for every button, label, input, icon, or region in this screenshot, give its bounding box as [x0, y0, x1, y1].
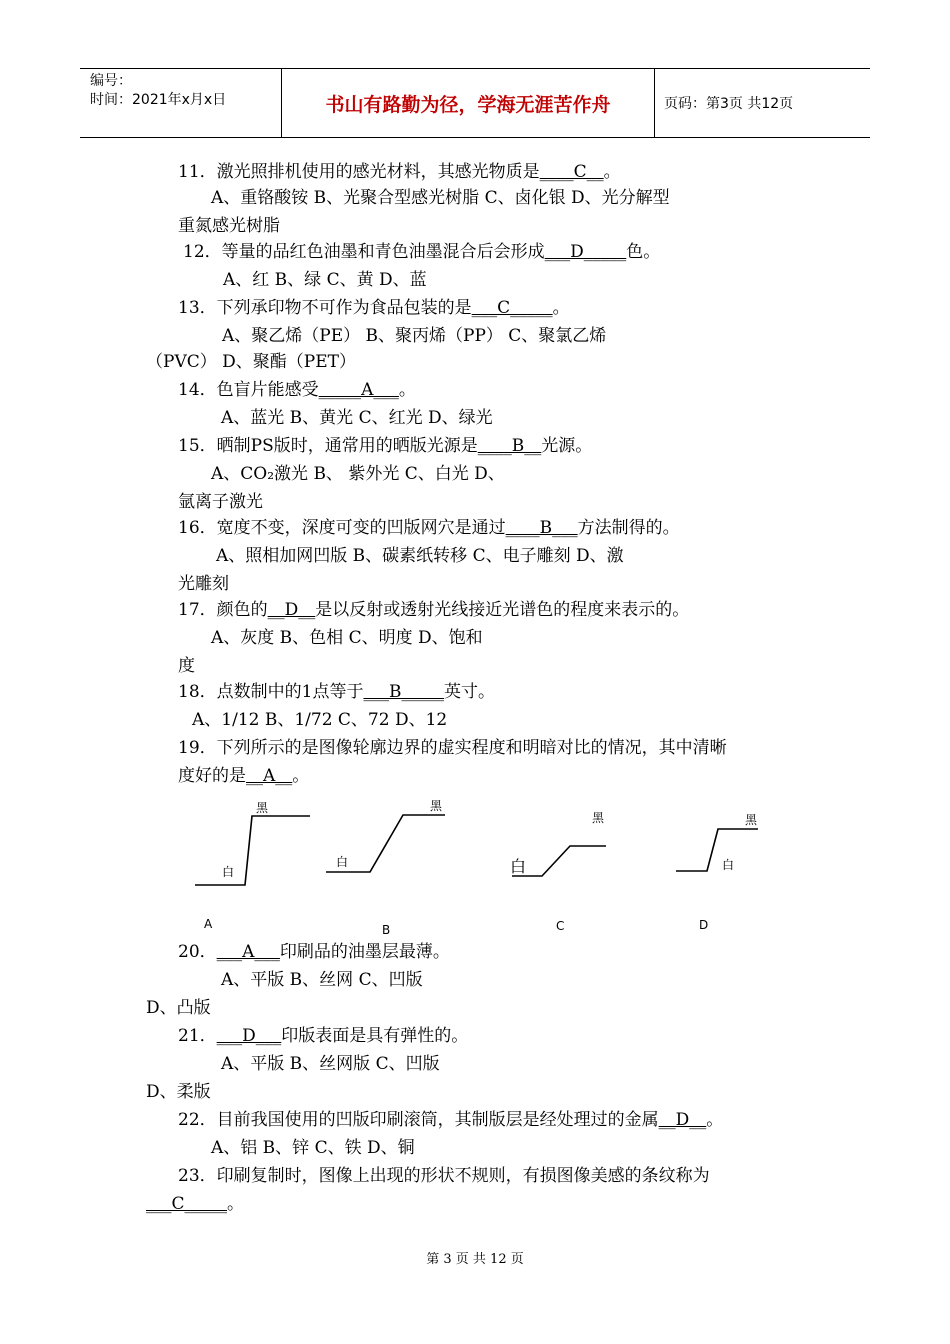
- answer-blank: ___B_____: [363, 682, 444, 702]
- question-line: [178, 1165, 710, 1187]
- question-line: [221, 969, 423, 991]
- white-label-b: 白: [336, 855, 349, 869]
- answer-blank: ____B__: [477, 436, 542, 456]
- line-text-after: 。: [227, 1194, 245, 1214]
- line-text: 23．印刷复制时，图像上出现的形状不规则，有损图像美感的条纹称为: [178, 1166, 710, 1186]
- white-label-a: 白: [222, 865, 235, 879]
- black-label-b: 黑: [430, 799, 443, 813]
- line-text: 22．目前我国使用的凹版印刷滚筒，其制版层是经处理过的金属: [178, 1110, 659, 1130]
- letter-c: C: [556, 919, 565, 933]
- white-label-d: 白: [722, 858, 735, 872]
- curve-a: [195, 816, 310, 885]
- line-text: A、CO₂激光 B、 紫外光 C、白光 D、: [211, 464, 505, 484]
- line-text: D、凸版: [146, 998, 211, 1018]
- line-text: 21．: [178, 1026, 217, 1046]
- letter-d: D: [699, 918, 709, 932]
- line-text: 13．下列承印物不可作为食品包装的是: [178, 298, 472, 318]
- question-line: [221, 1053, 440, 1075]
- answer-blank: __D__: [658, 1110, 707, 1130]
- white-label-c: 白: [510, 857, 527, 876]
- line-text-after: 。: [706, 1110, 724, 1130]
- question-line: [146, 1081, 211, 1103]
- line-text-after: 。: [292, 766, 310, 786]
- line-text: A、1/12 B、1/72 C、72 D、12: [192, 710, 448, 730]
- line-text: A、聚乙烯（PE） B、聚丙烯（PP） C、聚氯乙烯: [222, 326, 607, 346]
- line-text: （PVC） D、聚酯（PET）: [146, 352, 356, 372]
- black-label-a: 黑: [256, 801, 269, 815]
- line-text: 20．: [178, 942, 217, 962]
- line-text: 光雕刻: [178, 574, 229, 594]
- line-text: 14．色盲片能感受: [178, 380, 319, 400]
- answer-blank: ___D___: [216, 1026, 282, 1046]
- line-text: 17．颜色的: [178, 600, 268, 620]
- answer-blank: ____B___: [505, 518, 578, 538]
- line-text: 18．点数制中的1点等于: [178, 682, 364, 702]
- line-text: A、蓝光 B、黄光 C、红光 D、绿光: [221, 408, 493, 428]
- black-label-c: 黑: [592, 811, 605, 825]
- black-label-d: 黑: [745, 813, 758, 827]
- letter-b: B: [382, 923, 391, 937]
- line-text: A、红 B、绿 C、黄 D、蓝: [223, 270, 427, 290]
- line-text-after: 。: [552, 298, 570, 318]
- number-label: 编号：: [90, 73, 132, 89]
- curve-c: [512, 846, 606, 876]
- question-line: [211, 1137, 415, 1159]
- answer-blank: __A__: [246, 766, 293, 786]
- line-text: 12．等量的品红色油墨和青色油墨混合后会形成: [183, 242, 545, 262]
- answer-blank: ___D_____: [544, 242, 627, 262]
- line-text: 15．晒制PS版时，通常用的晒版光源是: [178, 436, 478, 456]
- line-text-after: 印刷品的油墨层最薄。: [279, 942, 450, 962]
- curve-d: [676, 829, 758, 871]
- line-text: 16．宽度不变，深度可变的凹版网穴是通过: [178, 518, 506, 538]
- question-line: [146, 997, 211, 1019]
- line-text: A、铝 B、锌 C、铁 D、铜: [211, 1138, 415, 1158]
- line-text: A、照相加网凹版 B、碳素纸转移 C、电子雕刻 D、激: [216, 546, 624, 566]
- answer-blank: ___A___: [216, 942, 280, 962]
- line-text-after: 方法制得的。: [577, 518, 680, 538]
- question-line: [178, 1025, 468, 1047]
- line-text: A、灰度 B、色相 C、明度 D、饱和: [211, 628, 483, 648]
- answer-blank: ___C_____: [471, 298, 553, 318]
- question-line: [146, 1193, 244, 1215]
- line-text-after: 是以反射或透射光线接近光谱色的程度来表示的。: [315, 600, 690, 620]
- line-text: 19．下列所示的是图像轮廓边界的虚实程度和明暗对比的情况，其中清晰: [178, 738, 727, 758]
- line-text: 度: [178, 656, 195, 676]
- answer-blank: __D__: [267, 600, 316, 620]
- line-text-after: 色。: [626, 242, 661, 262]
- line-text: D、柔版: [146, 1082, 211, 1102]
- line-text-after: 英寸。: [443, 682, 495, 702]
- question-line: [178, 1109, 723, 1131]
- header-page-info: 页码：第3页 共12页: [664, 96, 794, 112]
- line-text-after: 。: [603, 162, 621, 182]
- line-text: 11．激光照排机使用的感光材料，其感光物质是: [178, 162, 540, 182]
- line-text: 氩离子激光: [178, 492, 263, 512]
- letter-a: A: [204, 917, 213, 931]
- header-motto: 书山有路勤为径，学海无涯苦作舟: [282, 69, 655, 137]
- answer-blank: _____A___: [318, 380, 399, 400]
- line-text: 重氮感光树脂: [178, 216, 280, 236]
- line-text-after: 光源。: [541, 436, 593, 456]
- line-text: A、平版 B、丝网 C、凹版: [221, 970, 423, 990]
- answer-blank: ___C_____: [146, 1194, 228, 1214]
- line-text: 度好的是: [178, 766, 246, 786]
- answer-blank: ____C__: [539, 162, 604, 182]
- page-footer: 第 3 页 共 12 页: [426, 1252, 524, 1267]
- line-text-after: 印版表面是具有弹性的。: [281, 1026, 469, 1046]
- line-text: A、平版 B、丝网版 C、凹版: [221, 1054, 440, 1074]
- time-label: 时间：2021年x月x日: [90, 92, 227, 108]
- line-text: A、重铬酸铵 B、光聚合型感光树脂 C、卤化银 D、光分解型: [211, 188, 670, 208]
- line-text-after: 。: [398, 380, 416, 400]
